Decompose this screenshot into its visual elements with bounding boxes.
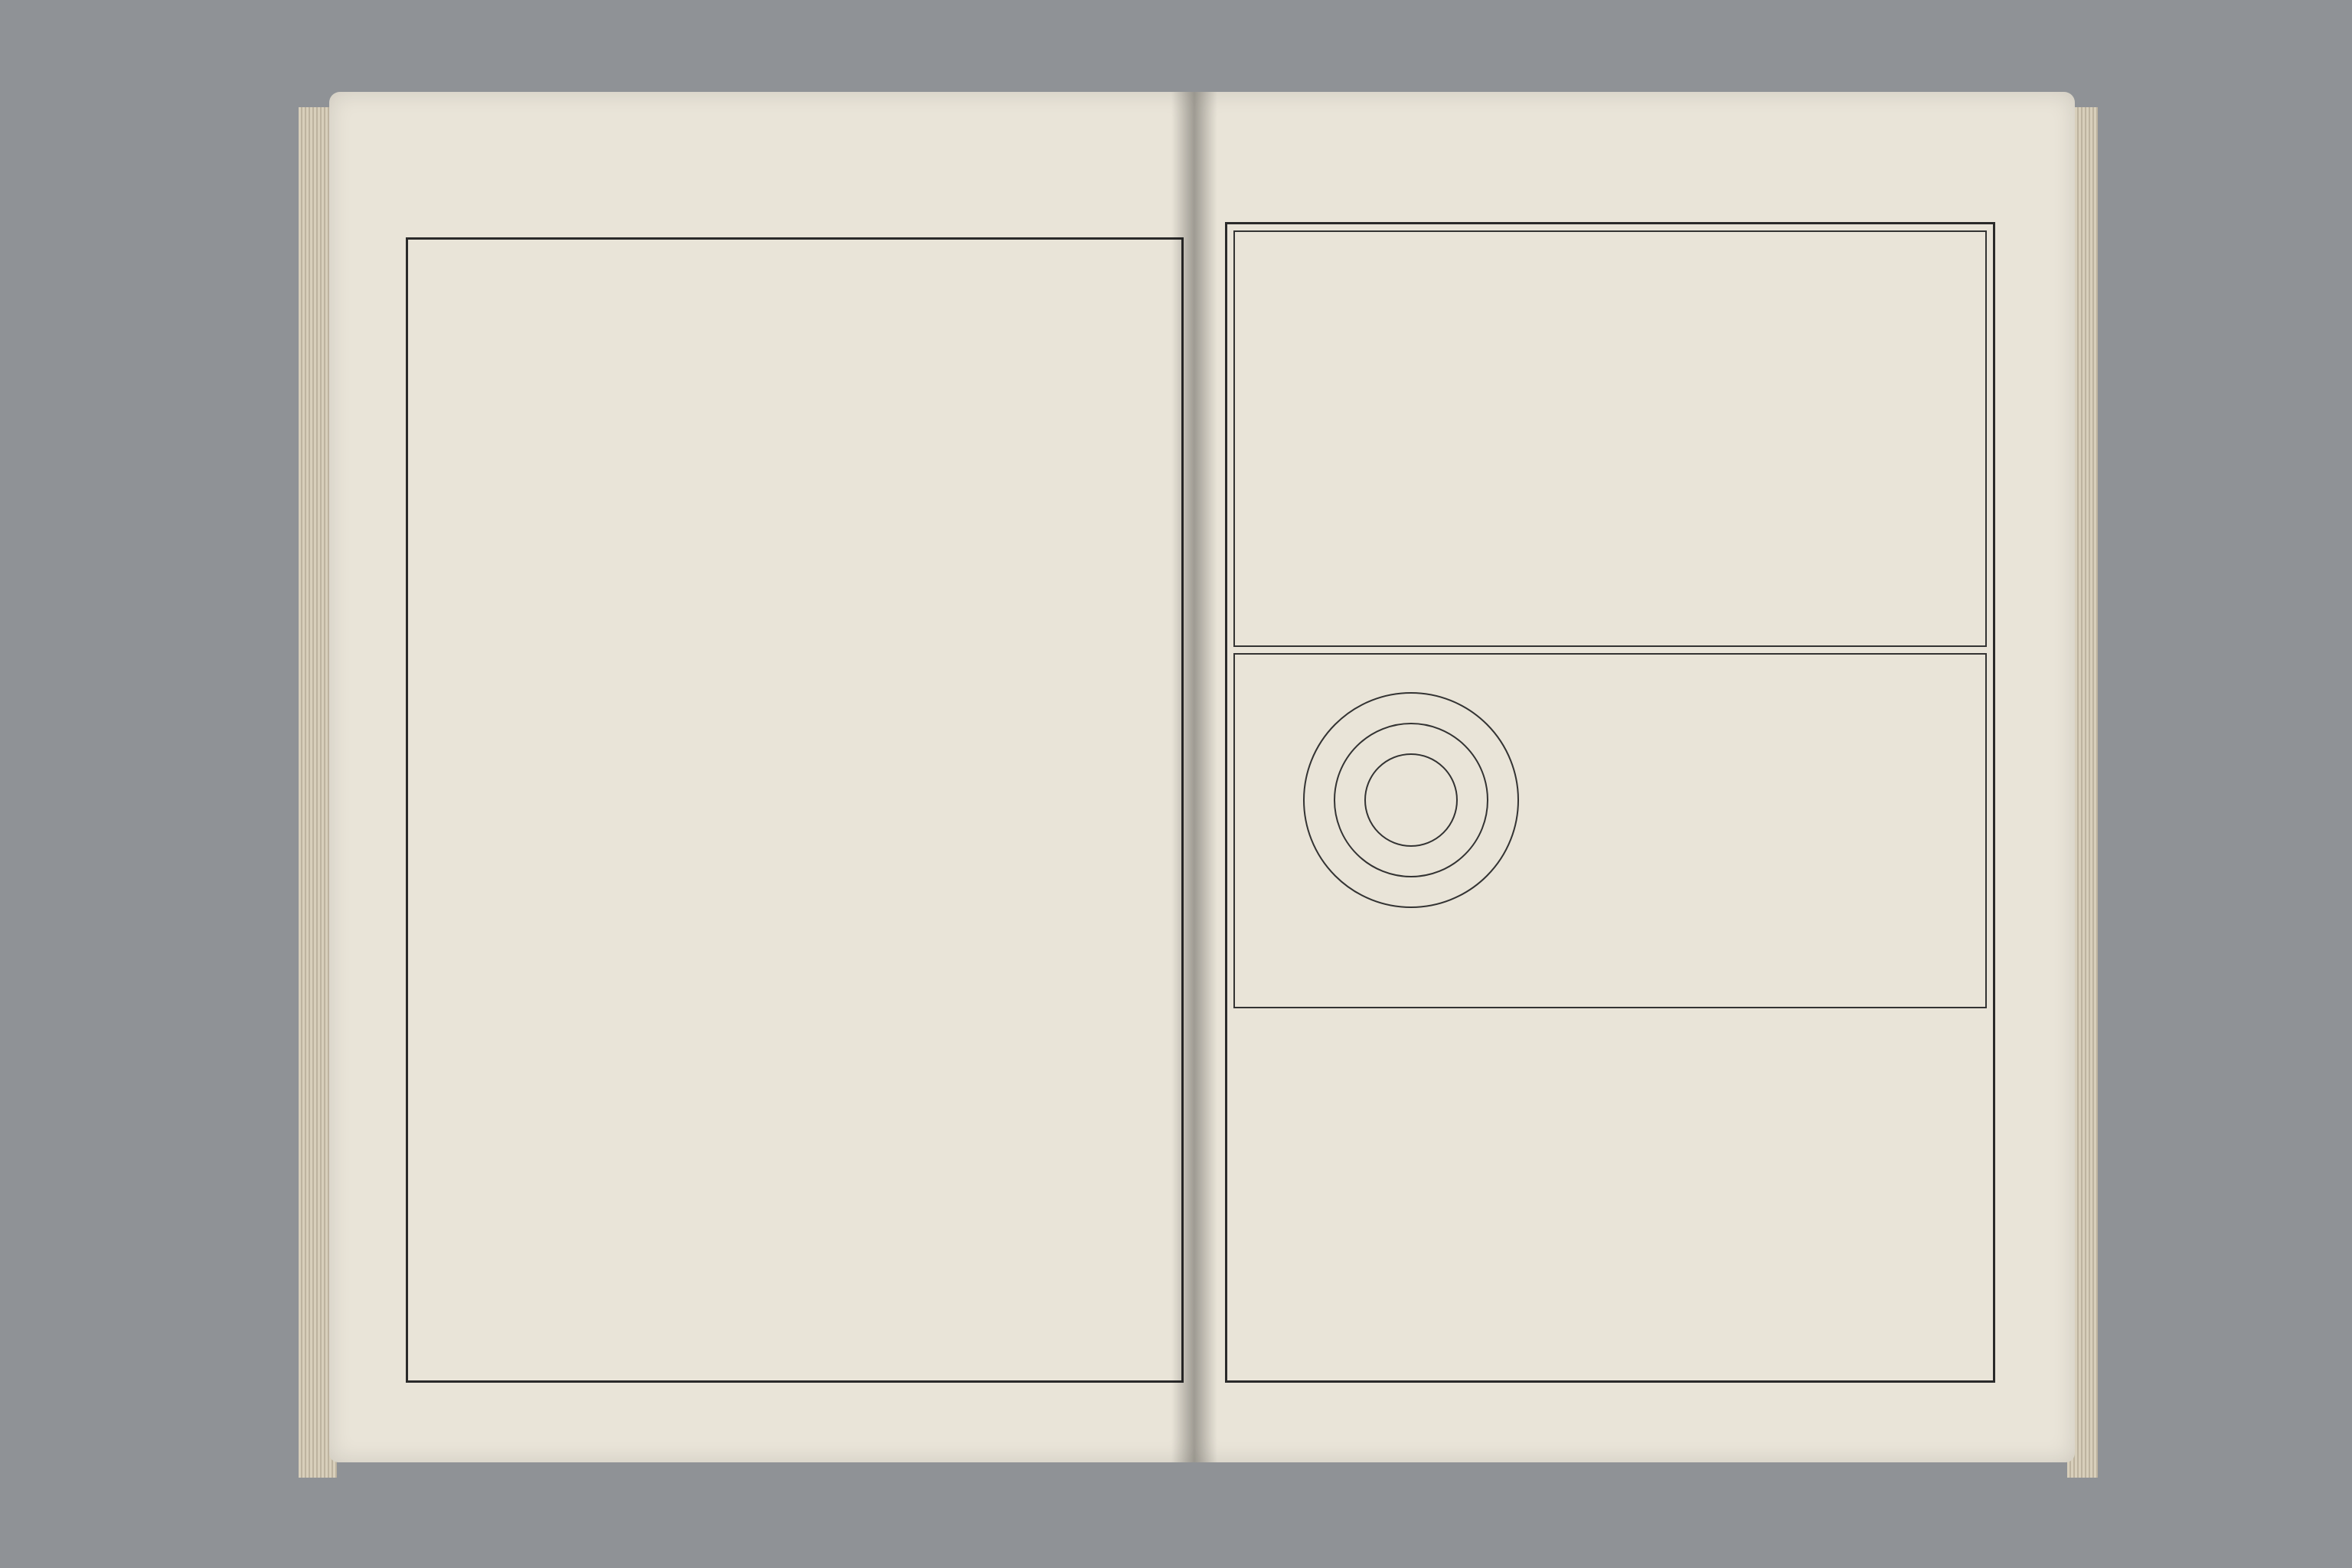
zodiac-circle-diagram	[1296, 685, 1526, 915]
right-bottom-columns	[1233, 1013, 1984, 1373]
bagua-diagram	[1258, 263, 1511, 515]
open-book	[299, 92, 2098, 1493]
right-page-volume	[2011, 551, 2049, 750]
right-top-columns	[1526, 232, 1981, 642]
right-page	[1194, 92, 2075, 1462]
left-column-grid	[408, 240, 1181, 1380]
right-text-frame	[1225, 222, 1995, 1383]
left-page-volume	[351, 551, 389, 750]
left-page-author	[360, 781, 390, 1087]
left-text-frame	[406, 237, 1184, 1383]
right-middle-columns	[1557, 655, 1981, 1003]
left-page	[329, 92, 1194, 1462]
book-gutter	[1171, 92, 1217, 1462]
circle-section	[1233, 653, 1987, 1008]
right-page-title	[1998, 230, 2060, 1363]
trigram-section	[1233, 230, 1987, 647]
